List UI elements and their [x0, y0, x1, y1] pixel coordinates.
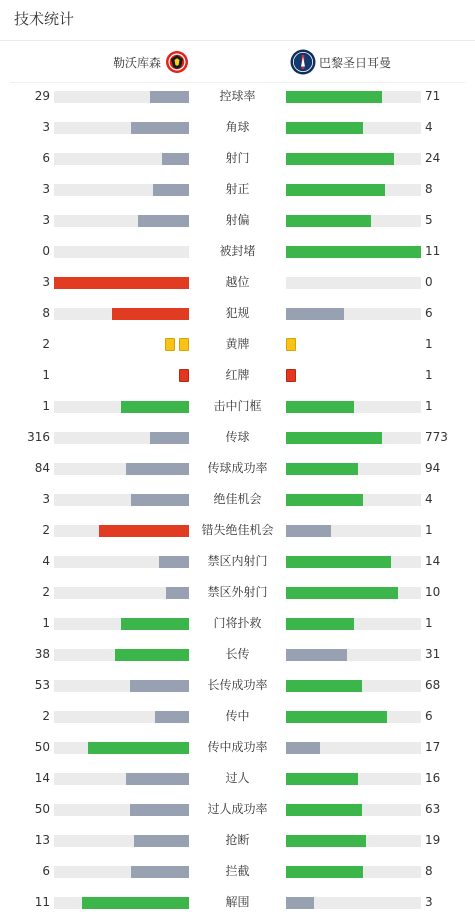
away-stat-bar-track	[286, 153, 421, 165]
away-stat-bar	[286, 742, 320, 754]
stat-label: 传球成功率	[207, 461, 268, 475]
home-stat-value: 3	[42, 213, 50, 227]
away-stat-value: 4	[425, 120, 433, 134]
stat-label: 抢断	[225, 833, 250, 847]
stat-label: 被封堵	[219, 244, 256, 258]
stat-row	[0, 887, 475, 918]
stat-row	[0, 205, 475, 236]
away-stat-value: 17	[425, 740, 441, 754]
home-stat-bar-track	[54, 401, 189, 413]
away-stat-bar-track	[286, 277, 421, 289]
away-stat-bar	[286, 897, 314, 909]
away-stat-bar	[286, 649, 347, 661]
away-stat-bar-track	[286, 649, 421, 661]
stat-label: 禁区内射门	[207, 554, 268, 568]
home-stat-bar	[166, 587, 189, 599]
away-stat-value: 24	[425, 151, 441, 165]
home-stat-bar	[126, 773, 189, 785]
yellow-card-icon	[165, 338, 175, 351]
stat-row	[0, 825, 475, 856]
away-stat-value: 5	[425, 213, 433, 227]
away-stat-bar-track	[286, 494, 421, 506]
stat-label: 传中	[225, 709, 250, 723]
away-stat-bar-track	[286, 525, 421, 537]
stat-row	[0, 763, 475, 794]
stat-label: 射正	[225, 182, 250, 196]
page-title: 技术统计	[14, 10, 75, 28]
stat-label: 拦截	[225, 864, 250, 878]
away-stat-bar-track	[286, 91, 421, 103]
home-team	[113, 47, 189, 77]
home-cards	[179, 369, 189, 382]
away-stat-bar	[286, 463, 358, 475]
stat-label: 过人成功率	[207, 802, 268, 816]
away-stat-bar	[286, 401, 354, 413]
away-stat-bar-track	[286, 215, 421, 227]
away-stat-value: 773	[425, 430, 448, 444]
away-stat-bar-track	[286, 773, 421, 785]
home-stat-value: 13	[34, 833, 50, 847]
home-stat-value: 14	[34, 771, 50, 785]
away-stat-value: 16	[425, 771, 441, 785]
home-stat-value: 50	[34, 802, 50, 816]
away-stat-bar-track	[286, 711, 421, 723]
away-cards	[286, 338, 296, 351]
home-stat-bar	[150, 432, 189, 444]
stat-label: 红牌	[225, 368, 250, 382]
away-stat-value: 8	[425, 182, 433, 196]
home-stat-bar-track	[54, 587, 189, 599]
away-stat-value: 1	[425, 337, 433, 351]
home-stat-bar	[162, 153, 189, 165]
home-stat-bar-track	[54, 432, 189, 444]
away-stat-value: 71	[425, 89, 441, 103]
stat-label: 解围	[225, 895, 250, 909]
away-stat-bar	[286, 122, 363, 134]
away-stat-value: 1	[425, 523, 433, 537]
home-stat-value: 3	[42, 182, 50, 196]
home-stat-bar-track	[54, 91, 189, 103]
away-cards	[286, 369, 296, 382]
stat-row	[0, 515, 475, 546]
stat-row	[0, 267, 475, 298]
away-stat-bar	[286, 680, 362, 692]
stat-row	[0, 577, 475, 608]
yellow-card-icon	[286, 338, 296, 351]
away-stat-bar-track	[286, 463, 421, 475]
home-stat-bar	[82, 897, 189, 909]
home-stat-value: 1	[42, 616, 50, 630]
away-stat-bar-track	[286, 866, 421, 878]
stat-row	[0, 608, 475, 639]
away-stat-value: 19	[425, 833, 441, 847]
away-stat-bar-track	[286, 246, 421, 258]
home-stat-value: 2	[42, 523, 50, 537]
away-stat-value: 4	[425, 492, 433, 506]
stat-row	[0, 794, 475, 825]
home-stat-value: 2	[42, 585, 50, 599]
home-stat-bar	[138, 215, 189, 227]
away-stat-value: 11	[425, 244, 441, 258]
home-stat-value: 3	[42, 120, 50, 134]
stat-row	[0, 546, 475, 577]
stat-row	[0, 174, 475, 205]
home-team-name: 勒沃库森	[112, 55, 161, 70]
home-stat-bar-track	[54, 649, 189, 661]
stat-label: 黄牌	[225, 337, 250, 351]
stat-label: 越位	[225, 275, 250, 289]
home-stat-value: 8	[42, 306, 50, 320]
away-stat-value: 1	[425, 616, 433, 630]
home-stat-bar-track	[54, 618, 189, 630]
stat-label: 击中门框	[213, 399, 262, 413]
stat-row	[0, 298, 475, 329]
home-stat-bar-track	[54, 184, 189, 196]
stat-row	[0, 143, 475, 174]
away-stat-bar-track	[286, 618, 421, 630]
home-stat-bar-track	[54, 525, 189, 537]
stat-label: 门将扑救	[213, 616, 262, 630]
away-stat-value: 1	[425, 399, 433, 413]
stat-row	[0, 453, 475, 484]
home-stat-bar	[121, 618, 189, 630]
away-stat-bar	[286, 587, 398, 599]
stat-label: 过人	[225, 771, 250, 785]
stat-label: 禁区外射门	[207, 585, 268, 599]
away-stat-bar	[286, 184, 385, 196]
home-stat-bar-track	[54, 308, 189, 320]
stat-label: 传球	[225, 430, 250, 444]
away-stat-bar	[286, 835, 366, 847]
away-stat-value: 0	[425, 275, 433, 289]
stat-label: 射偏	[225, 213, 250, 227]
stat-label: 控球率	[219, 89, 256, 103]
stat-row	[0, 391, 475, 422]
stat-row	[0, 732, 475, 763]
home-stat-value: 6	[42, 864, 50, 878]
stat-row	[0, 112, 475, 143]
away-stat-bar	[286, 153, 394, 165]
stat-row	[0, 701, 475, 732]
stat-label: 绝佳机会	[213, 492, 262, 506]
away-stat-bar	[286, 525, 331, 537]
stat-row	[0, 670, 475, 701]
away-stat-bar	[286, 556, 391, 568]
stat-row	[0, 329, 475, 360]
away-team-name: 巴黎圣日耳曼	[319, 55, 392, 70]
home-stat-bar	[54, 277, 189, 289]
home-stat-bar	[130, 804, 189, 816]
home-stat-bar	[88, 742, 189, 754]
home-stat-bar-track	[54, 835, 189, 847]
home-stat-bar-track	[54, 463, 189, 475]
home-stat-value: 1	[42, 399, 50, 413]
home-cards	[165, 338, 189, 351]
home-stat-bar	[155, 711, 189, 723]
home-stat-value: 29	[34, 89, 50, 103]
home-stat-bar	[130, 680, 189, 692]
home-stat-bar	[126, 463, 189, 475]
stat-row	[0, 856, 475, 887]
home-stat-bar	[99, 525, 189, 537]
home-stat-value: 84	[34, 461, 50, 475]
away-stat-bar-track	[286, 897, 421, 909]
away-stat-bar-track	[286, 122, 421, 134]
away-stat-value: 68	[425, 678, 441, 692]
home-stat-bar	[150, 91, 189, 103]
home-stat-value: 3	[42, 275, 50, 289]
stat-row	[0, 639, 475, 670]
home-stat-value: 11	[34, 895, 50, 909]
away-stat-bar-track	[286, 308, 421, 320]
bayer-leverkusen-crest-icon	[165, 50, 189, 74]
stat-label: 传中成功率	[207, 740, 268, 754]
away-stat-bar-track	[286, 804, 421, 816]
stat-label: 角球	[225, 120, 250, 134]
home-stat-bar-track	[54, 897, 189, 909]
away-stat-value: 6	[425, 709, 433, 723]
stat-label: 射门	[225, 151, 250, 165]
home-stat-bar-track	[54, 277, 189, 289]
stat-row	[0, 236, 475, 267]
home-stat-value: 38	[34, 647, 50, 661]
away-stat-bar	[286, 804, 362, 816]
away-stat-bar-track	[286, 556, 421, 568]
away-stat-bar	[286, 618, 354, 630]
stat-label: 长传	[225, 647, 250, 661]
away-stat-value: 1	[425, 368, 433, 382]
home-stat-bar-track	[54, 773, 189, 785]
home-stat-value: 0	[42, 244, 50, 258]
away-stat-bar	[286, 91, 382, 103]
away-stat-value: 6	[425, 306, 433, 320]
home-stat-value: 1	[42, 368, 50, 382]
home-stat-bar	[112, 308, 189, 320]
home-stat-bar-track	[54, 494, 189, 506]
home-stat-bar	[134, 835, 189, 847]
home-stat-value: 2	[42, 709, 50, 723]
stat-row	[0, 484, 475, 515]
home-stat-bar	[159, 556, 189, 568]
home-stat-bar-track	[54, 246, 189, 258]
away-stat-value: 3	[425, 895, 433, 909]
home-stat-bar	[121, 401, 189, 413]
away-stat-bar-track	[286, 680, 421, 692]
home-stat-bar-track	[54, 680, 189, 692]
home-stat-bar-track	[54, 122, 189, 134]
home-stat-bar-track	[54, 711, 189, 723]
away-stat-bar	[286, 246, 421, 258]
home-stat-bar-track	[54, 866, 189, 878]
stat-row	[0, 81, 475, 112]
home-stat-value: 4	[42, 554, 50, 568]
home-stat-bar-track	[54, 153, 189, 165]
away-stat-bar-track	[286, 835, 421, 847]
away-stat-bar	[286, 773, 358, 785]
home-stat-bar	[115, 649, 189, 661]
home-stat-bar-track	[54, 556, 189, 568]
psg-crest-icon	[290, 49, 316, 75]
away-stat-bar-track	[286, 184, 421, 196]
stat-row	[0, 422, 475, 453]
away-stat-value: 94	[425, 461, 441, 475]
stat-label: 犯规	[225, 306, 250, 320]
away-stat-bar	[286, 711, 387, 723]
away-stat-bar	[286, 215, 371, 227]
home-stat-value: 6	[42, 151, 50, 165]
away-stat-bar	[286, 432, 382, 444]
away-stat-value: 8	[425, 864, 433, 878]
away-stat-bar-track	[286, 742, 421, 754]
away-stat-bar-track	[286, 401, 421, 413]
home-stat-bar	[131, 122, 189, 134]
away-stat-value: 10	[425, 585, 441, 599]
away-stat-value: 63	[425, 802, 441, 816]
home-stat-bar	[131, 494, 189, 506]
away-stat-bar	[286, 866, 363, 878]
home-stat-value: 2	[42, 337, 50, 351]
away-stat-bar	[286, 494, 363, 506]
home-stat-bar-track	[54, 742, 189, 754]
home-stat-value: 3	[42, 492, 50, 506]
home-stat-bar	[131, 866, 189, 878]
yellow-card-icon	[179, 338, 189, 351]
away-stat-value: 31	[425, 647, 441, 661]
away-stat-bar-track	[286, 587, 421, 599]
red-card-icon	[286, 369, 296, 382]
home-stat-bar-track	[54, 215, 189, 227]
red-card-icon	[179, 369, 189, 382]
home-stat-bar	[153, 184, 189, 196]
stat-label: 长传成功率	[207, 678, 268, 692]
home-stat-value: 53	[34, 678, 50, 692]
away-stat-bar	[286, 308, 344, 320]
home-stat-bar-track	[54, 804, 189, 816]
stat-label: 错失绝佳机会	[201, 523, 274, 537]
stat-row	[0, 360, 475, 391]
away-stat-value: 14	[425, 554, 441, 568]
away-team	[290, 47, 391, 77]
home-stat-value: 316	[27, 430, 50, 444]
title-divider	[0, 40, 475, 41]
home-stat-value: 50	[34, 740, 50, 754]
away-stat-bar-track	[286, 432, 421, 444]
